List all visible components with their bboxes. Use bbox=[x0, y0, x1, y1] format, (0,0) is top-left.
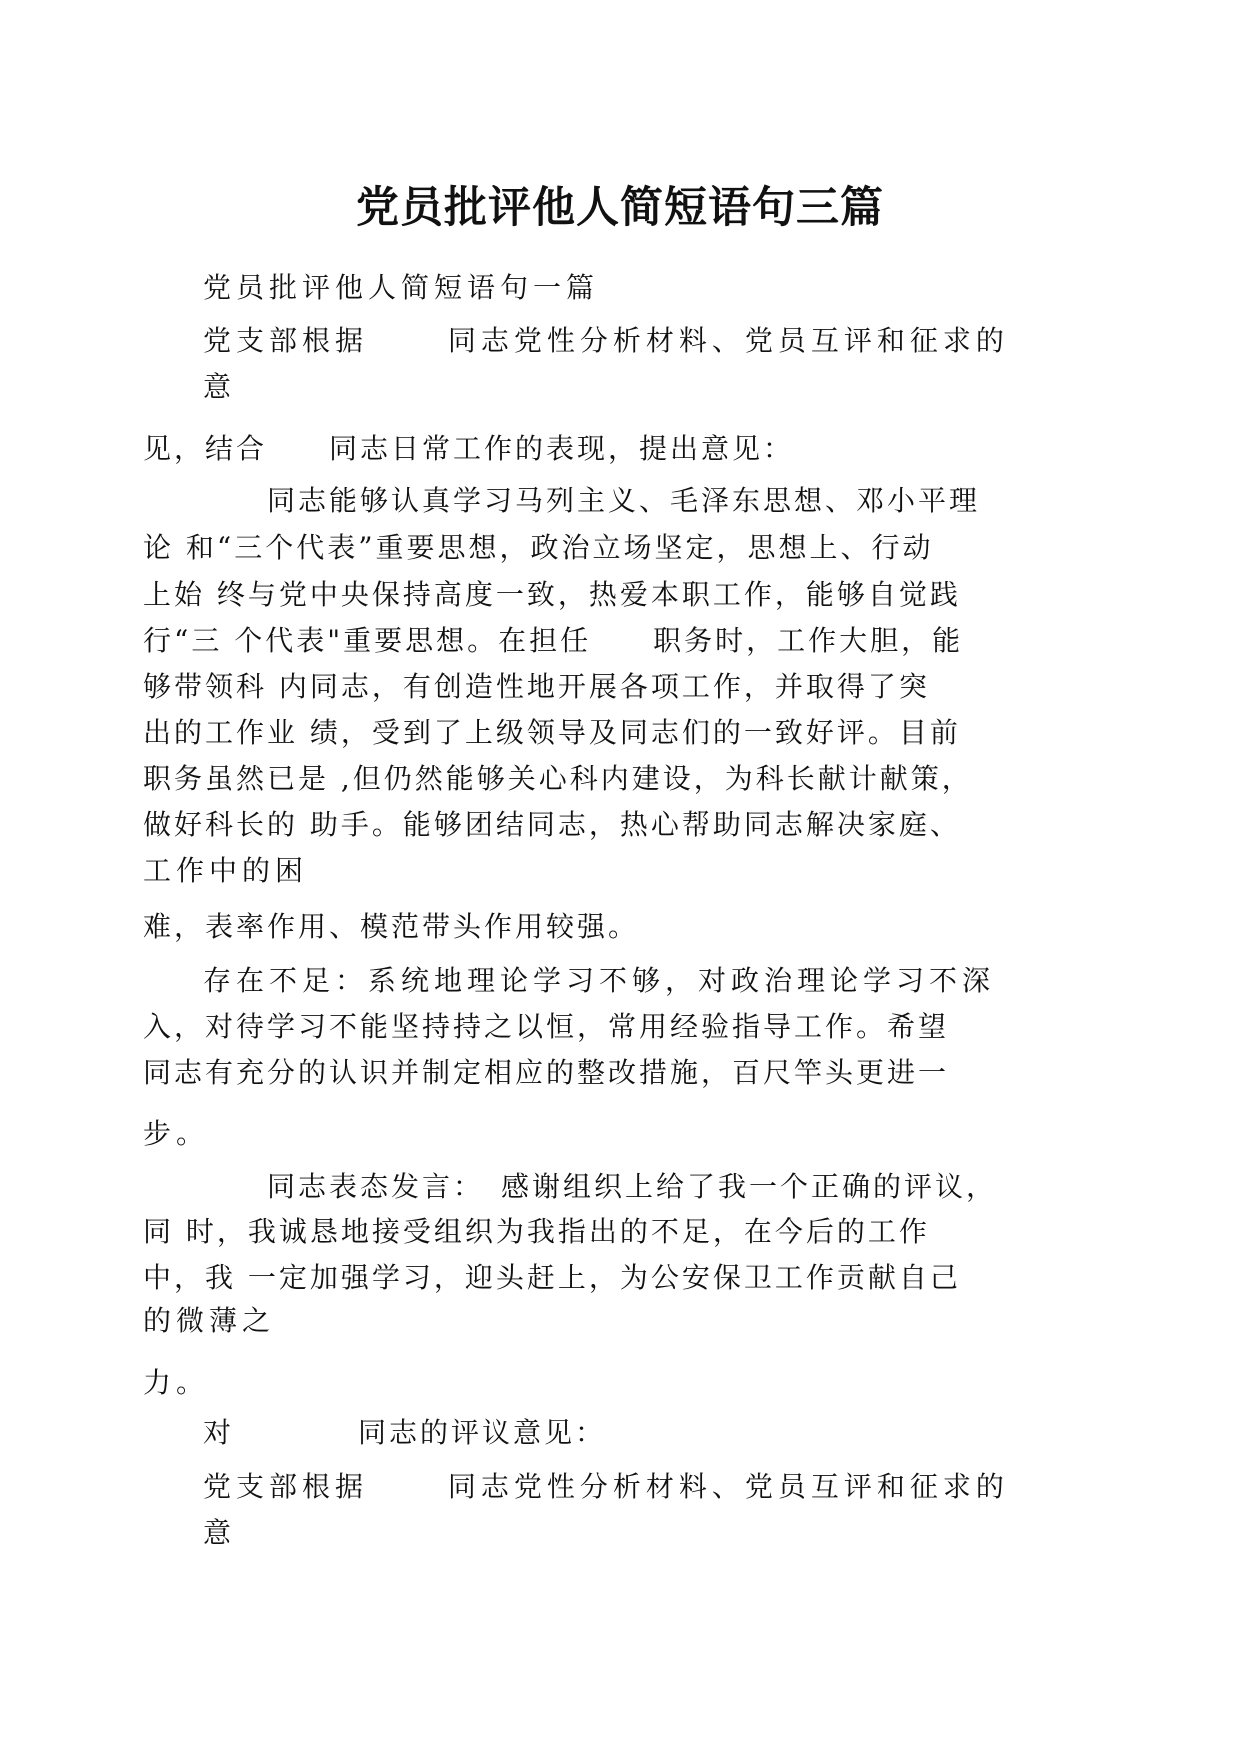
paragraph-line: 意 bbox=[203, 370, 237, 403]
paragraph-line: 入，对待学习不能坚持持之以恒，常用经验指导工作。希望 bbox=[143, 1010, 950, 1043]
paragraph-line: 行“三 个代表"重要思想。在担任 职务时，工作大胆，能 bbox=[143, 624, 964, 657]
paragraph-line: 上始 终与党中央保持高度一致，热爱本职工作，能够自觉践 bbox=[143, 578, 961, 611]
paragraph-line: 意 bbox=[203, 1516, 237, 1549]
paragraph-line: 的微薄之 bbox=[143, 1304, 276, 1337]
paragraph-line: 同志能够认真学习马列主义、毛泽东思想、邓小平理 bbox=[143, 484, 981, 517]
paragraph-line: 出的工作业 绩，受到了上级领导及同志们的一致好评。目前 bbox=[143, 716, 961, 749]
section-heading: 党员批评他人简短语句一篇 bbox=[203, 271, 600, 304]
paragraph-line: 党支部根据 同志党性分析材料、党员互评和征求的 bbox=[203, 1470, 1009, 1503]
paragraph-line: 做好科长的 助手。能够团结同志，热心帮助同志解决家庭、 bbox=[143, 808, 961, 841]
paragraph-line: 党支部根据 同志党性分析材料、党员互评和征求的 bbox=[203, 324, 1009, 357]
paragraph-line: 工作中的困 bbox=[143, 854, 309, 887]
paragraph-line: 步。 bbox=[143, 1117, 210, 1150]
document-title: 党员批评他人简短语句三篇 bbox=[356, 183, 884, 233]
paragraph-line: 职务虽然已是 ,但仍然能够关心科内建设，为科长献计献策， bbox=[143, 762, 973, 795]
paragraph-line: 同志有充分的认识并制定相应的整改措施，百尺竿头更进一 bbox=[143, 1056, 950, 1089]
section-heading: 对 同志的评议意见： bbox=[203, 1416, 607, 1449]
paragraph-line: 够带领科 内同志，有创造性地开展各项工作，并取得了突 bbox=[143, 670, 930, 703]
paragraph-line: 力。 bbox=[143, 1366, 210, 1399]
paragraph-line: 存在不足：系统地理论学习不够，对政治理论学习不深 bbox=[203, 964, 996, 997]
paragraph-line: 论 和“三个代表”重要思想，政治立场坚定，思想上、行动 bbox=[143, 531, 934, 564]
paragraph-line: 见，结合 同志日常工作的表现，提出意见： bbox=[143, 432, 795, 465]
paragraph-line: 中，我 一定加强学习，迎头赶上，为公安保卫工作贡献自己 bbox=[143, 1261, 961, 1294]
paragraph-line: 难，表率作用、模范带头作用较强。 bbox=[143, 910, 640, 943]
paragraph-line: 同 时，我诚恳地接受组织为我指出的不足，在今后的工作 bbox=[143, 1215, 930, 1248]
paragraph-line: 同志表态发言： 感谢组织上给了我一个正确的评议， bbox=[143, 1170, 998, 1203]
